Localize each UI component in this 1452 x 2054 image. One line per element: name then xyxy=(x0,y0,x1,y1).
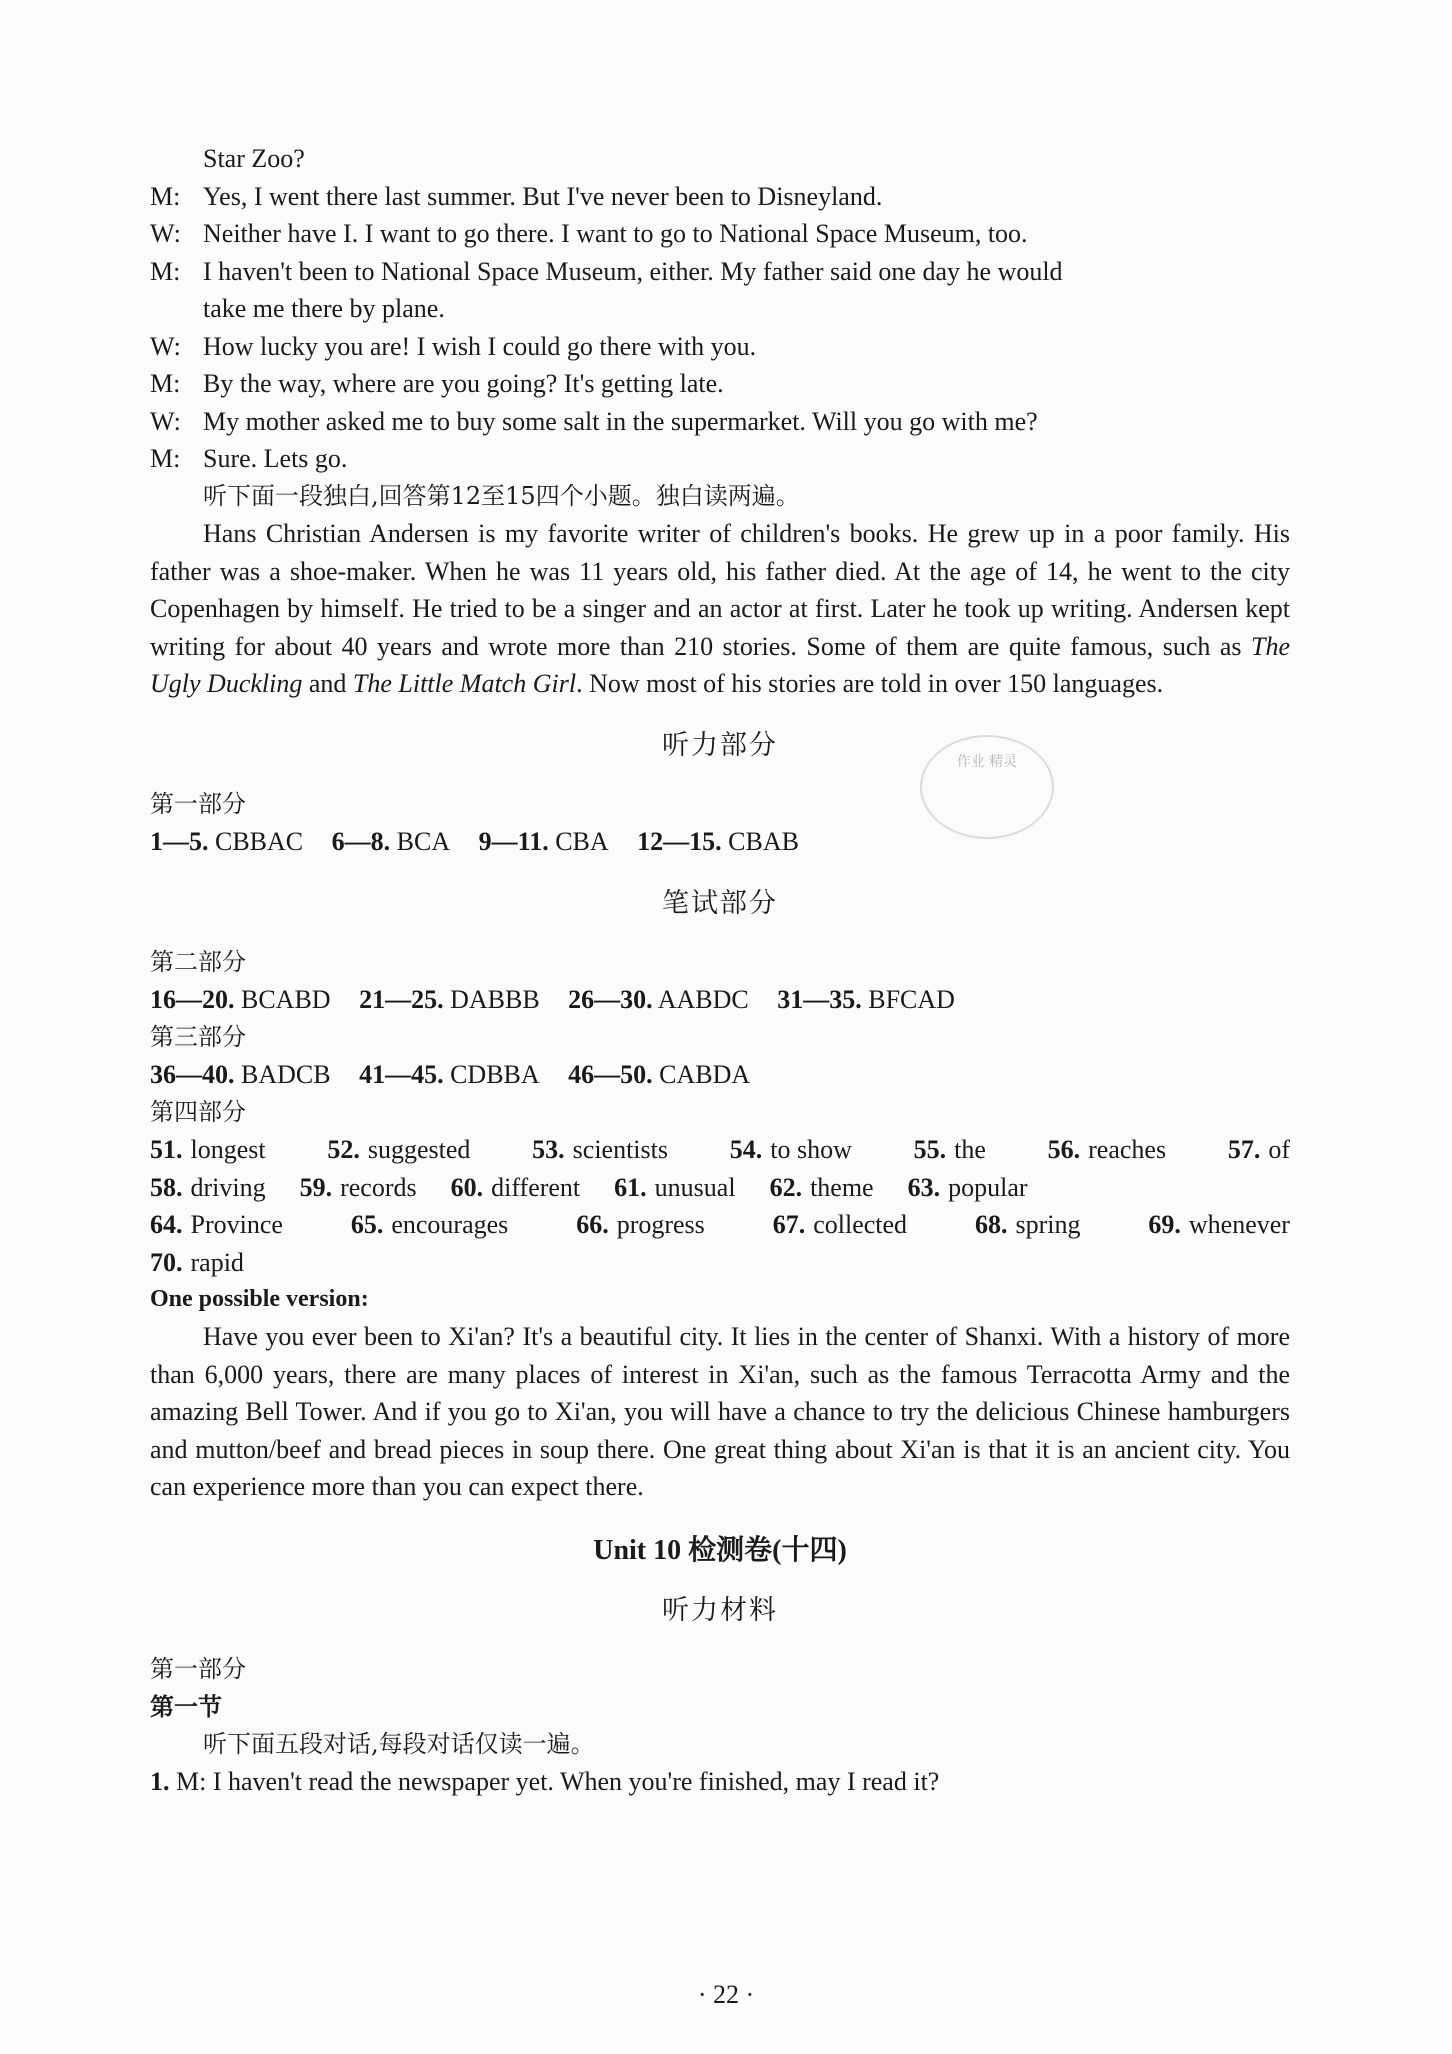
monologue-paragraph: Hans Christian Andersen is my favorite writer of children's books. He grew up in a poor family. His father was a shoe-maker. When he was 11 years old, his father died. At the age of 14, he went to the city Copenhagen by himself. He tried to be a singer and an actor at first. Later he took up writing. Andersen kept writing for about 40 years and wrote more than 210 stories. Some of them are quite famous, such as The Ugly Duckling and The Little Match Girl. Now most of his stories are told in over 150 languages. xyxy=(150,519,1290,698)
dialogue-section xyxy=(150,140,1290,478)
section-part1-label: 第一部分 xyxy=(150,1654,246,1683)
monologue-instruction: 听下面一段独白,回答第12至15四个小题。独白读两遍。 xyxy=(203,481,800,510)
dialogue-line: M: I haven't been to National Space Museum, either. My father said one day he would xyxy=(150,256,1063,286)
watermark-stamp: 作业 精灵 xyxy=(920,735,1054,839)
part1-label: 第一部分 xyxy=(150,789,246,818)
dialogue-line: take me there by plane. xyxy=(203,294,445,323)
listening-material-heading: 听力材料 xyxy=(662,1594,778,1626)
dialogue-line: M: Sure. Lets go. xyxy=(150,444,348,473)
part2-answers: 16—20. BCABD 21—25. DABBB 26—30. AABDC 31—35. BFCAD xyxy=(150,985,955,1014)
page-content xyxy=(150,140,1290,1801)
part4-row: 51. longest 52. suggested 53. scientists 54. to show 55. the 56. reaches 57. of xyxy=(150,1135,1290,1164)
dialogue-line: M: Yes, I went there last summer. But I've never been to Disneyland. xyxy=(150,181,883,211)
part4-row: 70. rapid xyxy=(150,1247,244,1277)
unit-title: Unit 10 检测卷(十四) xyxy=(593,1534,847,1566)
section-instruction: 听下面五段对话,每段对话仅读一遍。 xyxy=(203,1729,595,1758)
question-1: 1. M: I haven't read the newspaper yet. When you're finished, may I read it? xyxy=(150,1767,940,1796)
part4-row: 64. Province 65. encourages 66. progress 67. collected 68. spring 69. whenever xyxy=(150,1210,1290,1239)
part3-answers: 36—40. BADCB 41—45. CDBBA 46—50. CABDA xyxy=(150,1060,751,1089)
part2-label: 第二部分 xyxy=(150,947,246,976)
dialogue-line: W: My mother asked me to buy some salt in the supermarket. Will you go with me? xyxy=(150,406,1038,436)
dialogue-line: W: Neither have I. I want to go there. I want to go to National Space Museum, too. xyxy=(150,219,1028,248)
listening-heading: 听力部分 xyxy=(662,729,778,761)
dialogue-line: Star Zoo? xyxy=(203,144,305,173)
written-heading: 笔试部分 xyxy=(662,887,778,919)
dialogue-line: W: How lucky you are! I wish I could go there with you. xyxy=(150,331,757,361)
essay-paragraph: Have you ever been to Xi'an? It's a beautiful city. It lies in the center of Shanxi. With a history of more than 6,000 years, there are many places of interest in Xi'an, such as the famous Terracotta Army and the amazing Bell Tower. And if you go to Xi'an, you will have a chance to try the delicious Chinese hamburgers and mutton/beef and bread pieces in soup there. One great thing about Xi'an is that it is an ancient city. You can experience more than you can expect there. xyxy=(150,1322,1290,1501)
part3-label: 第三部分 xyxy=(150,1022,246,1051)
dialogue-line: M: By the way, where are you going? It's getting late. xyxy=(150,369,724,398)
part4-label: 第四部分 xyxy=(150,1097,246,1126)
possible-version-label: One possible version: xyxy=(150,1286,369,1312)
page-number: · 22 · xyxy=(697,1980,755,2009)
section-1-label: 第一节 xyxy=(150,1692,222,1721)
part1-answers: 1—5. CBBAC 6—8. BCA 9—11. CBA 12—15. CBAB xyxy=(150,827,799,856)
part4-row: 58. driving 59. records 60. different 61. unusual 62. theme 63. popular xyxy=(150,1172,1028,1202)
